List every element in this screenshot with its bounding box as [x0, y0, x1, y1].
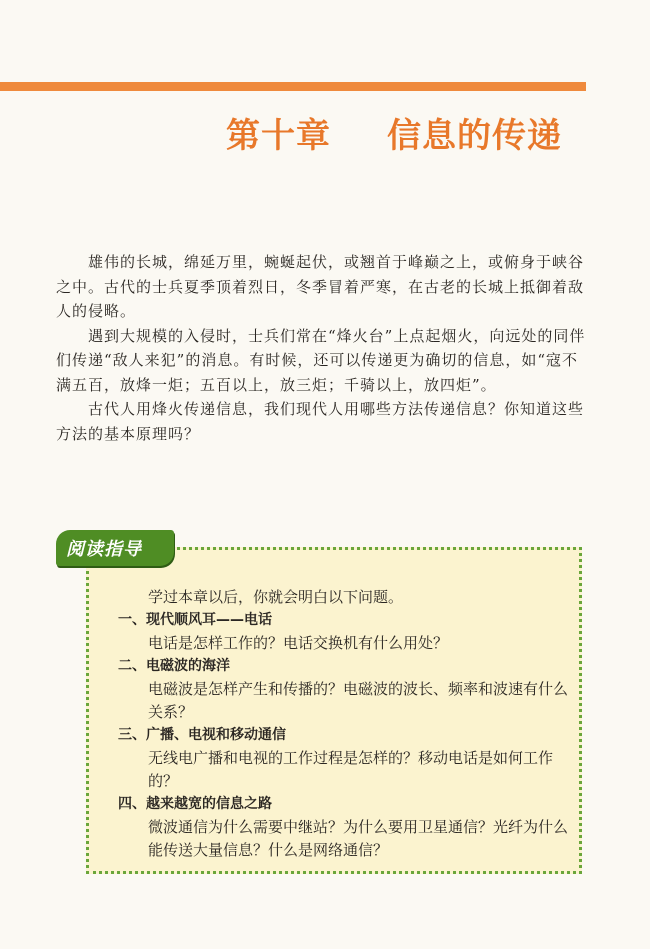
- chapter-name: 信息的传递: [387, 116, 562, 156]
- intro-paragraph: 遇到大规模的入侵时，士兵们常在“烽火台”上点起烟火，向远处的同伴们传递“敌人来犯”的消息。有时候，还可以传递更为确切的信息，如“寇不满五百，放烽一炬；五百以上，放三炬；千骑以上，放四炬”。: [56, 326, 586, 394]
- intro-text: [56, 250, 588, 446]
- intro-paragraph: 雄伟的长城，绵延万里，蜿蜒起伏，或翘首于峰巅之上，或俯身于峡谷之中。古代的士兵夏季顶着烈日，冬季冒着严寒，在古老的长城上抵御着敌人的侵略。: [56, 253, 585, 320]
- topic-question: 电磁波是怎样产生和传播的？电磁波的波长、频率和波速有什么关系？: [148, 680, 569, 721]
- topic-title: 一、现代顺风耳——电话: [118, 612, 272, 628]
- guide-topic: [118, 609, 568, 655]
- chapter-title: [226, 108, 562, 157]
- chapter-number: 第十章: [226, 116, 331, 156]
- header-rule: [0, 82, 586, 91]
- topic-question: 电话是怎样工作的？电话交换机有什么用处？: [148, 634, 449, 652]
- intro-paragraph: 古代人用烽火传递信息，我们现代人用哪些方法传递信息？你知道这些方法的基本原理吗？: [56, 400, 585, 443]
- guide-topic: [118, 655, 568, 724]
- topic-question: 无线电广播和电视的工作过程是怎样的？移动电话是如何工作的？: [148, 749, 554, 790]
- topic-title: 三、广播、电视和移动通信: [118, 727, 286, 743]
- guide-topic: [118, 793, 568, 862]
- guide-intro: 学过本章以后，你就会明白以下问题。: [148, 588, 404, 606]
- reading-guide-label: 阅读指导: [66, 539, 142, 560]
- reading-guide-badge: [56, 530, 174, 566]
- reading-guide-content: [118, 586, 568, 862]
- topic-title: 二、电磁波的海洋: [118, 658, 230, 674]
- topic-question: 微波通信为什么需要中继站？为什么要用卫星通信？光纤为什么能传送大量信息？什么是网络通信？: [148, 818, 569, 859]
- topic-title: 四、越来越宽的信息之路: [118, 796, 272, 812]
- guide-topic: [118, 724, 568, 793]
